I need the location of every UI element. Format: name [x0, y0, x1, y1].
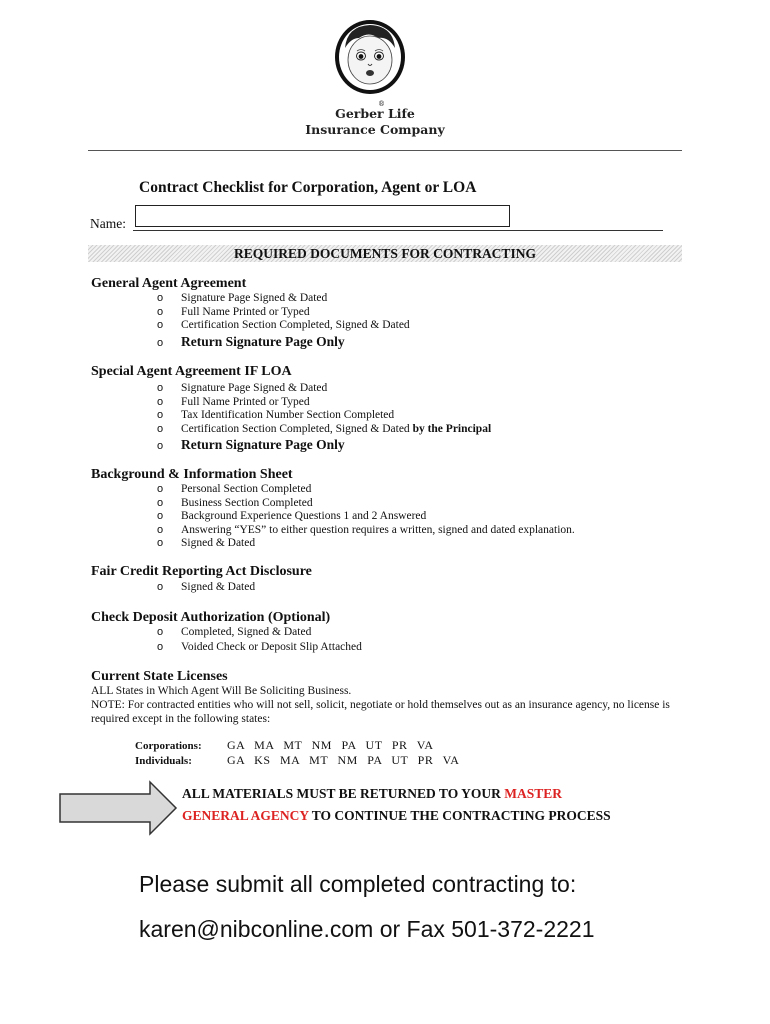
individuals-label: Individuals: — [135, 755, 192, 767]
gerber-baby-logo — [333, 18, 407, 96]
general-agent-list — [157, 292, 410, 352]
master-highlight: MASTER — [504, 786, 562, 801]
bullet-icon: o — [157, 496, 164, 509]
form-title: Contract Checklist for Corporation, Agent or LOA — [139, 179, 477, 196]
list-item: o Signed & Dated — [157, 537, 256, 549]
background-list — [157, 483, 575, 551]
company-line-1: Gerber Life — [335, 106, 415, 121]
header-divider — [88, 150, 682, 151]
bullet-icon: o — [157, 382, 164, 394]
submit-contact: karen@nibconline.com or Fax 501-372-2221 — [139, 916, 595, 942]
list-item: o Certification Section Completed, Signed & Dated — [157, 319, 410, 331]
list-item: o Business Section Completed — [157, 496, 313, 509]
name-underline — [133, 230, 663, 231]
list-item: o Personal Section Completed — [157, 483, 312, 495]
bullet-icon: o — [157, 409, 164, 421]
list-item: o Signed & Dated — [157, 581, 256, 593]
bullet-icon: o — [157, 626, 164, 638]
list-item: o Return Signature Page Only — [157, 436, 491, 455]
name-input[interactable] — [135, 205, 510, 227]
license-states-table — [135, 738, 459, 768]
bullet-icon: o — [157, 422, 164, 435]
return-materials-notice: ALL MATERIALS MUST BE RETURNED TO YOUR MASTER GENERAL AGENCY TO CONTINUE THE CONTRACTING PROCESS — [182, 786, 611, 823]
corporations-states: GA MA MT NM PA UT PR VA — [227, 738, 434, 752]
licenses-all-states: ALL States in Which Agent Will Be Soliciting Business. — [91, 685, 352, 697]
bullet-icon: o — [157, 319, 164, 331]
bullet-icon: o — [157, 581, 164, 593]
fcra-list — [157, 581, 255, 595]
arrow-right-icon — [58, 780, 178, 836]
list-item: o Full Name Printed or Typed — [157, 305, 310, 318]
background-heading: Background & Information Sheet — [91, 467, 293, 482]
bullet-icon: o — [157, 640, 164, 653]
bullet-icon: o — [157, 483, 164, 495]
corporations-label: Corporations: — [135, 740, 202, 752]
bullet-icon: o — [157, 336, 164, 349]
list-item: o Signature Page Signed & Dated — [157, 382, 328, 394]
list-item: o Full Name Printed or Typed — [157, 395, 310, 408]
bullet-icon: o — [157, 510, 164, 522]
bullet-icon: o — [157, 440, 164, 452]
name-label: Name: — [90, 216, 126, 231]
licenses-note: NOTE: For contracted entities who will not sell, solicit, negotiate or hold themselves out as an insurance agency, no license is required except in the following states: — [91, 699, 670, 725]
required-documents-heading: REQUIRED DOCUMENTS FOR CONTRACTING — [88, 245, 682, 262]
special-agent-heading: Special Agent Agreement IF LOA — [91, 364, 292, 379]
individuals-states: GA KS MA MT NM PA UT PR VA — [227, 753, 460, 767]
bullet-icon: o — [157, 292, 164, 304]
bullet-icon: o — [157, 395, 164, 408]
general-agency-highlight: GENERAL AGENCY — [182, 808, 309, 823]
special-agent-list — [157, 382, 491, 455]
list-item: o Background Experience Questions 1 and 2 Answered — [157, 510, 427, 522]
company-name — [300, 100, 450, 138]
fcra-heading: Fair Credit Reporting Act Disclosure — [91, 564, 312, 579]
list-item: o Signature Page Signed & Dated — [157, 292, 328, 304]
bullet-icon: o — [157, 537, 164, 549]
list-item: o Certification Section Completed, Signed & Dated by the Principal — [157, 422, 492, 435]
submit-instructions: Please submit all completed contracting to: — [139, 871, 577, 897]
bullet-icon: o — [157, 305, 164, 318]
bullet-icon: o — [157, 523, 164, 536]
list-item: o Tax Identification Number Section Completed — [157, 409, 395, 421]
registered-mark: ® — [378, 100, 385, 108]
deposit-heading: Check Deposit Authorization (Optional) — [91, 610, 331, 625]
deposit-list — [157, 626, 362, 654]
company-line-2: Insurance Company — [305, 122, 445, 137]
list-item: o Voided Check or Deposit Slip Attached — [157, 640, 362, 653]
list-item: o Completed, Signed & Dated — [157, 626, 312, 638]
corporations-row — [135, 738, 459, 753]
principal-note: by the Principal — [412, 422, 492, 435]
general-agent-heading: General Agent Agreement — [91, 276, 247, 291]
individuals-row — [135, 753, 459, 768]
list-item: o Return Signature Page Only — [157, 333, 410, 352]
licenses-heading: Current State Licenses — [91, 669, 228, 684]
list-item: o Answering “YES” to either question requires a written, signed and dated explanation. — [157, 523, 575, 536]
